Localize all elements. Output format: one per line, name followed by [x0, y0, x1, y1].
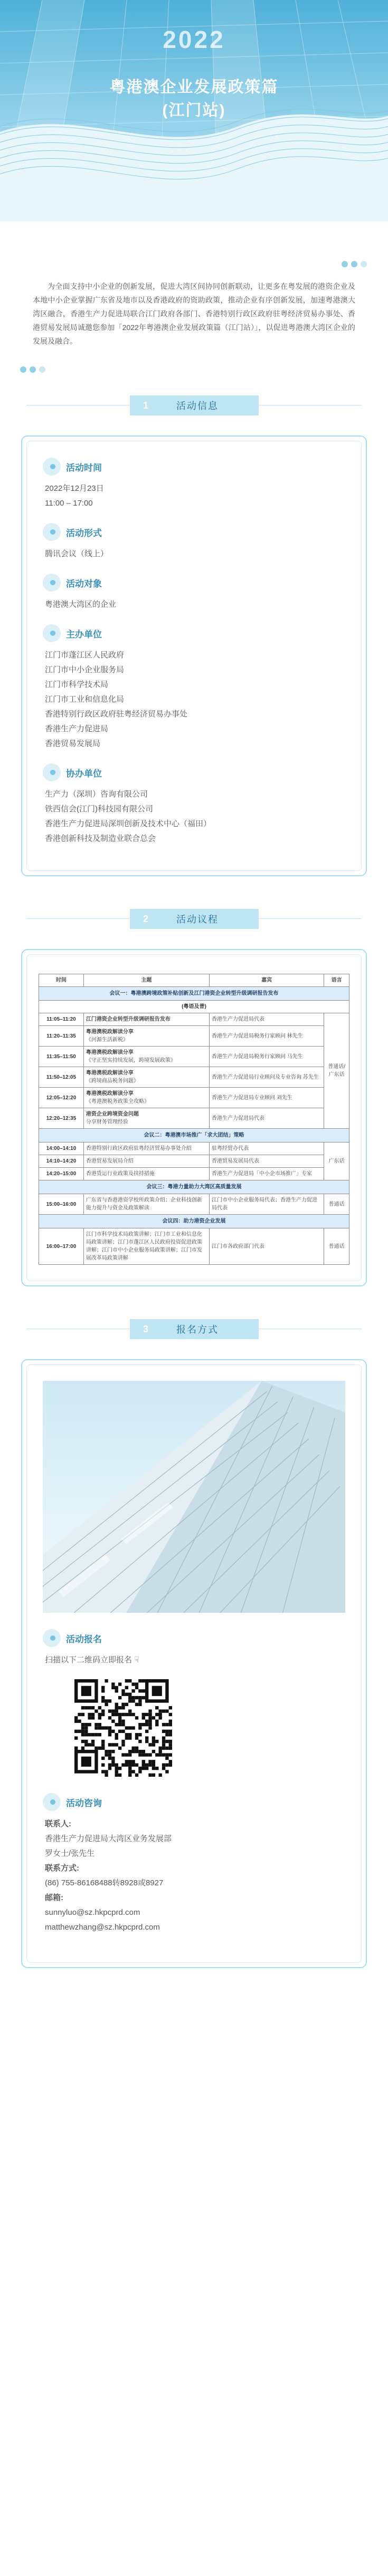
- hero-title: 粤港澳企业发展政策篇: [109, 79, 279, 96]
- info-card: [21, 435, 367, 876]
- item-body: [43, 481, 345, 511]
- agenda-time: 14:00–14:10: [39, 1142, 84, 1155]
- item-header: [43, 522, 345, 541]
- agenda-theme-detail: 《河源生活新税》: [86, 1037, 128, 1043]
- intro-paragraph: 为全面支持中小企业的创新发展，促进大湾区间协同创新联动，让更多在粤发展的港资企业及本地中小企业掌握广东省及地市以及香港政府的资助政策，推动企业有序创新发展，加速粤港澳大湾区融合，香港生产力促进局联合江门政府各部门、香港特别行政区政府驻粤经济贸易办事处、香港贸易发展局诚邀您参加「2022年粤港澳企业发展政策篇（江门站）」，以促进粤港澳大湾区企业的发展及融合。: [33, 282, 355, 345]
- agenda-theme: [83, 1228, 209, 1265]
- info-item: [43, 457, 345, 511]
- decor-dots-bottom: [20, 366, 45, 373]
- item-header: [43, 573, 345, 592]
- item-line: 粤港澳大湾区的企业: [45, 600, 117, 609]
- agenda-theme: [83, 1013, 209, 1026]
- email-label: 邮箱:: [45, 1893, 63, 1902]
- agenda-time: 14:20–15:00: [39, 1168, 84, 1180]
- section-pill: [130, 909, 259, 929]
- agenda-theme: [83, 1026, 209, 1047]
- agenda-theme-title: 粤港澳税政解读分享: [86, 1070, 134, 1076]
- item-body: [43, 1653, 345, 1668]
- section-title: 活动信息: [176, 401, 219, 411]
- agenda-guest: 江门市中小企业服务局代表；香港生产力促进局代表: [209, 1194, 324, 1215]
- dot-icon: [30, 366, 36, 373]
- agenda-theme-title: 粤港澳税政解读分享: [86, 1029, 134, 1035]
- register-contact-item: [43, 1793, 345, 1935]
- agenda-time: 12:05–12:20: [39, 1088, 84, 1108]
- agenda-language: 普通话/广东话: [324, 1013, 349, 1129]
- agenda-row: [39, 1013, 349, 1026]
- agenda-time: 15:00–16:00: [39, 1194, 84, 1215]
- agenda-theme-detail: 广东省与香港港资学校所政策介绍；企业科技创新能力提升与资金及政策解读: [86, 1197, 202, 1211]
- item-title: 活动咨询: [66, 1798, 102, 1808]
- agenda-theme: [83, 1155, 209, 1168]
- register-inner: [26, 1364, 362, 1963]
- agenda-theme-detail: 《粤港澳税务政策全攻略》: [86, 1099, 149, 1105]
- agenda-guest: 驻粤经贸办代表: [209, 1142, 324, 1155]
- item-line: 香港创新科技及制造业联合总会: [45, 834, 156, 843]
- agenda-language: 普通话: [324, 1228, 349, 1265]
- phone-number[interactable]: (86) 755-86168488转8928或8927: [45, 1878, 164, 1887]
- session-title: 会议一：粤港澳跨境政策补贴创新及江门港资企业转型升级调研报告发布: [39, 987, 349, 1001]
- item-title: 活动对象: [66, 578, 102, 589]
- section-title: 报名方式: [176, 1324, 219, 1335]
- info-item: [43, 624, 345, 751]
- contact-label: 联系人:: [45, 1819, 71, 1828]
- agenda-language: 广东话: [324, 1142, 349, 1180]
- agenda-inner: [26, 954, 362, 1281]
- item-header: [43, 1629, 345, 1648]
- agenda-guest: 香港生产力促进局税务行家顾问 马先生: [209, 1047, 324, 1067]
- info-list: [26, 441, 362, 871]
- agenda-language: 普通话: [324, 1194, 349, 1215]
- agenda-theme-title: 粤港澳税政解读分享: [86, 1091, 134, 1097]
- section-header-register: [0, 1313, 388, 1345]
- item-header: [43, 624, 345, 643]
- scan-instruction: [45, 1653, 345, 1668]
- item-line: 香港生产力促进局: [45, 724, 109, 733]
- decor-dots-top: [342, 261, 367, 267]
- section-header-info: [0, 389, 388, 422]
- agenda-guest: 香港生产力促进局代表: [209, 1108, 324, 1129]
- section-header-agenda: [0, 903, 388, 935]
- item-line: 江门市科学技术局: [45, 680, 109, 689]
- agenda-theme-title: 江门港资企业转型升级调研报告发布: [86, 1016, 171, 1022]
- contact-block: [43, 1817, 345, 1935]
- skyscraper-photo: [43, 1381, 345, 1613]
- agenda-row: [39, 1088, 349, 1108]
- registration-qr-code[interactable]: [74, 1679, 172, 1777]
- agenda-row: [39, 1155, 349, 1168]
- dot-icon: [361, 261, 367, 267]
- session-title: 会议三：粤港力量助力大湾区高质量发展: [39, 1180, 349, 1194]
- register-card: [21, 1359, 367, 1968]
- agenda-header-theme: 主题: [83, 974, 209, 987]
- item-title: 活动报名: [66, 1634, 102, 1644]
- item-line: 腾讯会议（线上）: [45, 549, 109, 558]
- intro-section: [0, 221, 388, 389]
- dot-icon: [20, 366, 26, 373]
- section-pill: [130, 1319, 259, 1339]
- section-number: 3: [143, 1323, 148, 1334]
- bubble-icon: [43, 523, 61, 541]
- agenda-guest: 香港生产力促进局代表: [209, 1013, 324, 1026]
- agenda-time: 11:05–11:20: [39, 1013, 84, 1026]
- item-header: [43, 763, 345, 782]
- agenda-card: [21, 949, 367, 1286]
- item-line: 11:00 – 17:00: [45, 499, 93, 508]
- dot-icon: [342, 261, 348, 267]
- agenda-row: [39, 1067, 349, 1088]
- agenda-theme-detail: 《跨境商品税务问题》: [86, 1078, 139, 1084]
- agenda-theme: [83, 1047, 209, 1067]
- agenda-session-band: [39, 987, 349, 1001]
- agenda-row: [39, 1047, 349, 1067]
- agenda-session-band: [39, 1180, 349, 1194]
- agenda-theme-detail: 香港贸易发展局介绍: [86, 1158, 134, 1164]
- contact-org: 香港生产力促进局大湾区业务发展部: [45, 1834, 172, 1843]
- agenda-theme-title: 港资企业跨境资金问题: [86, 1111, 139, 1117]
- dot-icon: [39, 366, 45, 373]
- dot-icon: [351, 261, 357, 267]
- section-title: 活动议程: [176, 914, 219, 925]
- agenda-theme-detail: 香港货运行业政策及扶持措施: [86, 1171, 155, 1177]
- item-body: [43, 787, 345, 846]
- agenda-theme: [83, 1142, 209, 1155]
- agenda-theme: [83, 1168, 209, 1180]
- agenda-time: 12:20–12:35: [39, 1108, 84, 1129]
- agenda-header-row: [39, 974, 349, 987]
- agenda-theme-detail: 《守正坚实持续发展，跨境发展政策》: [86, 1058, 176, 1063]
- agenda-row: [39, 1194, 349, 1215]
- agenda-guest: 江门市各政府部门代表: [209, 1228, 324, 1265]
- item-line: 江门市中小企业服务局: [45, 665, 125, 674]
- item-line: 江门市工业和信息化局: [45, 695, 125, 704]
- session-title: 会议二：粤港澳市场推广「求大团结」策略: [39, 1129, 349, 1142]
- item-line: 香港生产力促进局深圳创新及技术中心（福田）: [45, 819, 212, 828]
- session-title: (粤语及普): [39, 1001, 349, 1013]
- item-line: 生产力（深圳）咨询有限公司: [45, 790, 148, 799]
- item-header: [43, 1793, 345, 1812]
- contact-names: 罗女士/张先生: [45, 1849, 95, 1858]
- agenda-row: [39, 1108, 349, 1129]
- item-line: 铁西信会(江门)科技园有限公司: [45, 805, 153, 814]
- agenda-header-time: 时间: [39, 974, 84, 987]
- bubble-icon: [43, 763, 61, 781]
- item-title: 协办单位: [66, 768, 102, 779]
- agenda-theme: [83, 1088, 209, 1108]
- item-header: [43, 457, 345, 476]
- item-title: 主办单位: [66, 629, 102, 640]
- agenda-theme: [83, 1067, 209, 1088]
- info-item: [43, 763, 345, 846]
- agenda-row: [39, 1168, 349, 1180]
- phone-label: 联系方式:: [45, 1864, 79, 1873]
- agenda-guest: 香港生产力促进局行业顾问及专业咨询 苏先生: [209, 1067, 324, 1088]
- info-item: [43, 522, 345, 561]
- agenda-time: 11:35–11:50: [39, 1047, 84, 1067]
- info-item: [43, 573, 345, 612]
- agenda-time: 11:50–12:05: [39, 1067, 84, 1088]
- email-link-1[interactable]: sunnyluo@sz.hkpcprd.com: [45, 1908, 140, 1917]
- email-link-2[interactable]: matthewzhang@sz.hkpcprd.com: [45, 1923, 160, 1932]
- scan-text: 扫描以下二维码立即报名: [45, 1655, 133, 1664]
- agenda-table: [39, 974, 349, 1265]
- hero-subtitle: (江门站): [162, 102, 226, 119]
- session-title: 会议四：助力港资企业发展: [39, 1215, 349, 1228]
- item-title: 活动时间: [66, 462, 102, 473]
- item-line: 2022年12月23日: [45, 484, 104, 493]
- bubble-icon: [43, 574, 61, 592]
- agenda-session-note: [39, 1001, 349, 1013]
- agenda-guest: 香港生产力促进局专业顾问 刘先生: [209, 1088, 324, 1108]
- bubble-icon: [43, 624, 61, 642]
- bubble-icon: [43, 458, 61, 476]
- hero-year: 2022: [163, 26, 225, 53]
- item-body: [43, 597, 345, 612]
- hand-pointer-icon: ☟: [134, 1655, 139, 1664]
- agenda-row: [39, 1228, 349, 1265]
- agenda-theme-detail: 香港特别行政区政府驻粤经济贸易办事处介绍: [86, 1146, 192, 1151]
- agenda-session-band: [39, 1215, 349, 1228]
- agenda-time: 14:10–14:20: [39, 1155, 84, 1168]
- agenda-guest: 香港生产力促进局「中小企市场推广」专家: [209, 1168, 324, 1180]
- section-number: 1: [143, 400, 148, 411]
- item-line: 香港贸易发展局: [45, 739, 101, 748]
- agenda-session-band: [39, 1129, 349, 1142]
- section-number: 2: [143, 913, 148, 924]
- register-signup-item: [43, 1629, 345, 1668]
- footer-space: [0, 1968, 388, 1989]
- agenda-row: [39, 1142, 349, 1155]
- agenda-time: 11:20–11:35: [39, 1026, 84, 1047]
- item-line: 江门市蓬江区人民政府: [45, 651, 125, 660]
- item-title: 活动形式: [66, 528, 102, 538]
- hero-banner: [0, 0, 388, 221]
- item-line: 香港特别行政区政府驻粤经济贸易办事处: [45, 710, 188, 719]
- agenda-header-lang: 语言: [324, 974, 349, 987]
- agenda-theme-title: 粤港澳税政解读分享: [86, 1050, 134, 1055]
- section-pill: [130, 395, 259, 415]
- agenda-theme-detail: 分享财务管理经验: [86, 1119, 128, 1125]
- agenda-theme: [83, 1194, 209, 1215]
- agenda-theme: [83, 1108, 209, 1129]
- item-body: [43, 648, 345, 751]
- bubble-icon: [43, 1629, 61, 1647]
- agenda-guest: 香港贸易发展局代表: [209, 1155, 324, 1168]
- agenda-time: 16:00–17:00: [39, 1228, 84, 1265]
- agenda-header-guest: 嘉宾: [209, 974, 324, 987]
- agenda-theme-detail: 江门市科学技术局政策讲解；江门市工业和信息化局政策讲解；江门市蓬江区人民政府投资促进政策讲解；江门市中小企业服务局政策讲解；江门市发展改革局政策讲解: [86, 1232, 202, 1261]
- agenda-row: [39, 1026, 349, 1047]
- agenda-guest: 香港生产力促进局税务行家顾问 林先生: [209, 1026, 324, 1047]
- bubble-icon: [43, 1793, 61, 1811]
- item-body: [43, 547, 345, 561]
